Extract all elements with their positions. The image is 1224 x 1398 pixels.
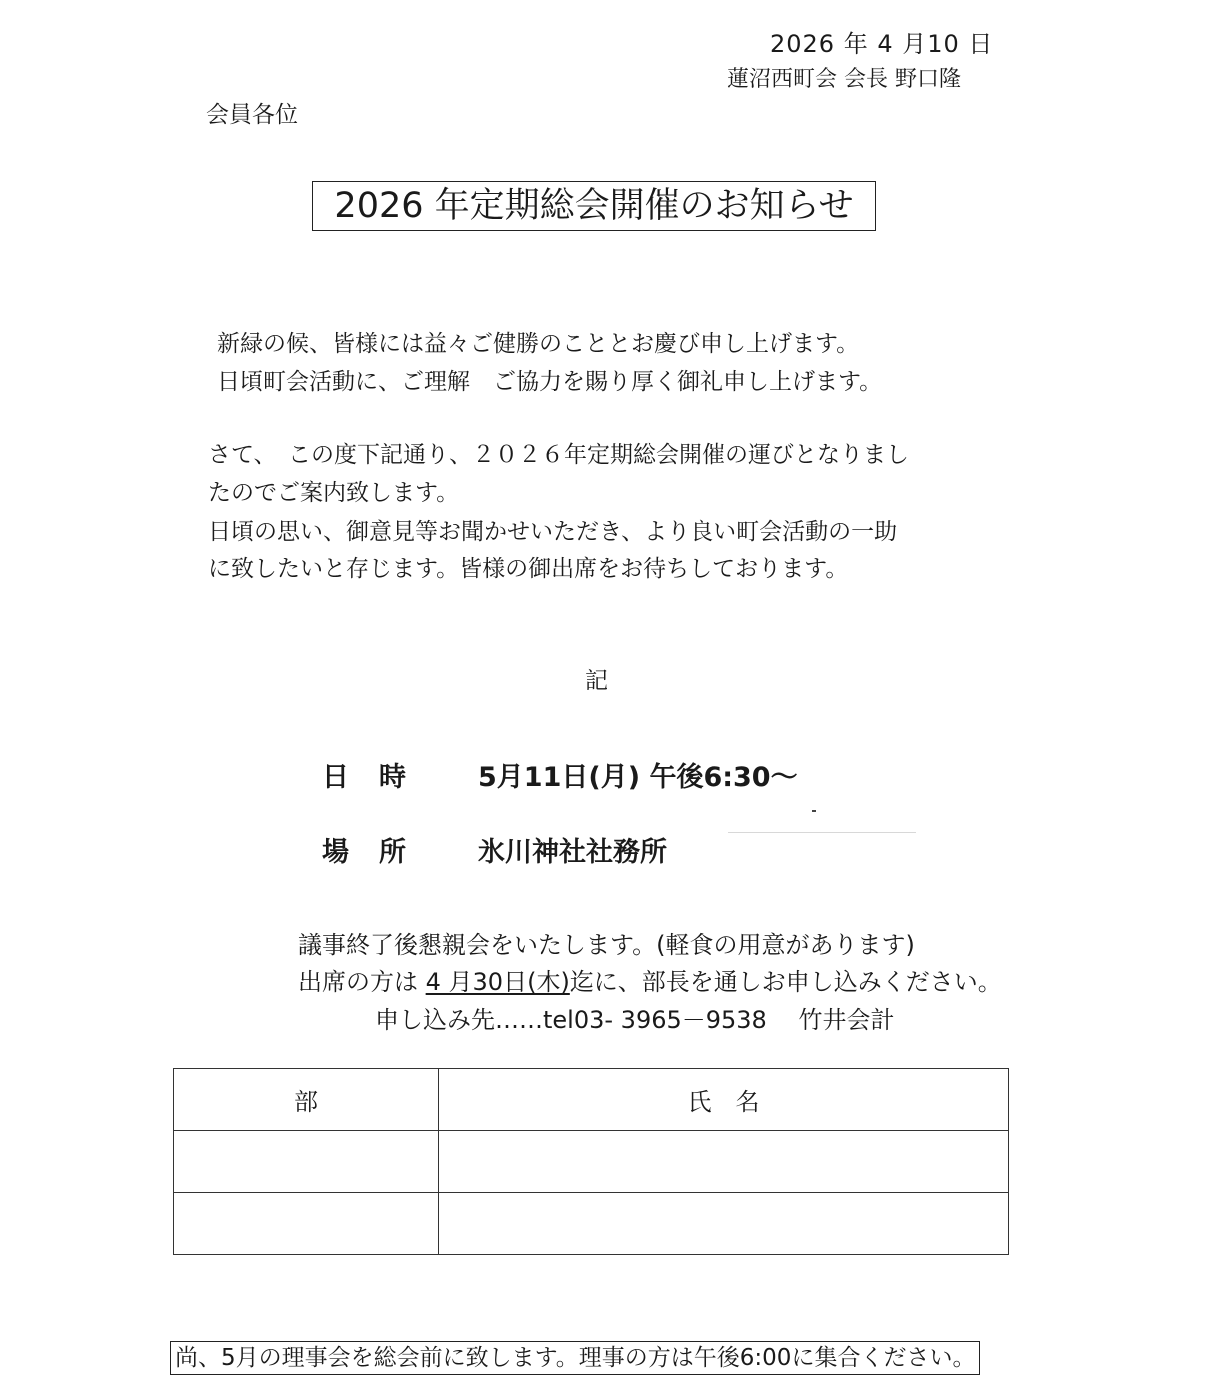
datetime-label: 日時 <box>322 762 436 793</box>
ki-heading: 記 <box>585 668 608 694</box>
rsvp-note <box>298 962 1002 997</box>
faint-rule <box>728 832 916 833</box>
contact-note: 申し込み先……tel03- 3965－9538 竹井会計 <box>375 1006 895 1034</box>
greeting-line: 新緑の候、皆様には益々ご健勝のこととお慶び申し上げます。 <box>217 331 860 357</box>
attendance-table <box>173 1068 1009 1255</box>
name-header: 氏 名 <box>439 1069 1009 1131</box>
scan-speck <box>812 810 816 812</box>
place-value: 氷川神社社務所 <box>478 837 667 868</box>
reception-note: 議事終了後懇親会をいたします。(軽食の用意があります) <box>298 931 915 959</box>
name-cell <box>439 1131 1009 1193</box>
body-line: 日頃の思い、御意見等お聞かせいただき、より良い町会活動の一助 <box>208 519 898 545</box>
table-row <box>174 1193 1009 1255</box>
rsvp-prefix: 出席の方は <box>298 968 426 996</box>
body-line: さて、 この度下記通り、２０２６年定期総会開催の運びとなりまし <box>208 442 910 468</box>
board-meeting-note: 尚、5月の理事会を総会前に致します。理事の方は午後6:00に集合ください。 <box>170 1341 980 1375</box>
place-label: 場所 <box>322 837 436 868</box>
department-cell <box>174 1193 439 1255</box>
sender-name: 蓮沼西町会 会長 野口隆 <box>727 67 961 92</box>
rsvp-suffix: 迄に、部長を通しお申し込みください。 <box>569 968 1002 996</box>
document-date: 2026 年 4 月10 日 <box>770 30 994 58</box>
body-line: に致したいと存じます。皆様の御出席をお待ちしております。 <box>208 556 849 582</box>
table-header-row <box>174 1069 1009 1131</box>
greeting-line: 日頃町会活動に、ご理解 ご協力を賜り厚く御礼申し上げます。 <box>217 369 883 395</box>
name-cell <box>439 1193 1009 1255</box>
department-header: 部 <box>174 1069 439 1131</box>
rsvp-deadline: 4 月30日(木) <box>425 968 570 996</box>
body-line: たのでご案内致します。 <box>208 480 460 506</box>
addressee: 会員各位 <box>206 102 298 128</box>
datetime-value: 5月11日(月) 午後6:30～ <box>478 762 798 793</box>
table-row <box>174 1131 1009 1193</box>
department-cell <box>174 1131 439 1193</box>
notice-title: 2026 年定期総会開催のお知らせ <box>312 181 876 231</box>
